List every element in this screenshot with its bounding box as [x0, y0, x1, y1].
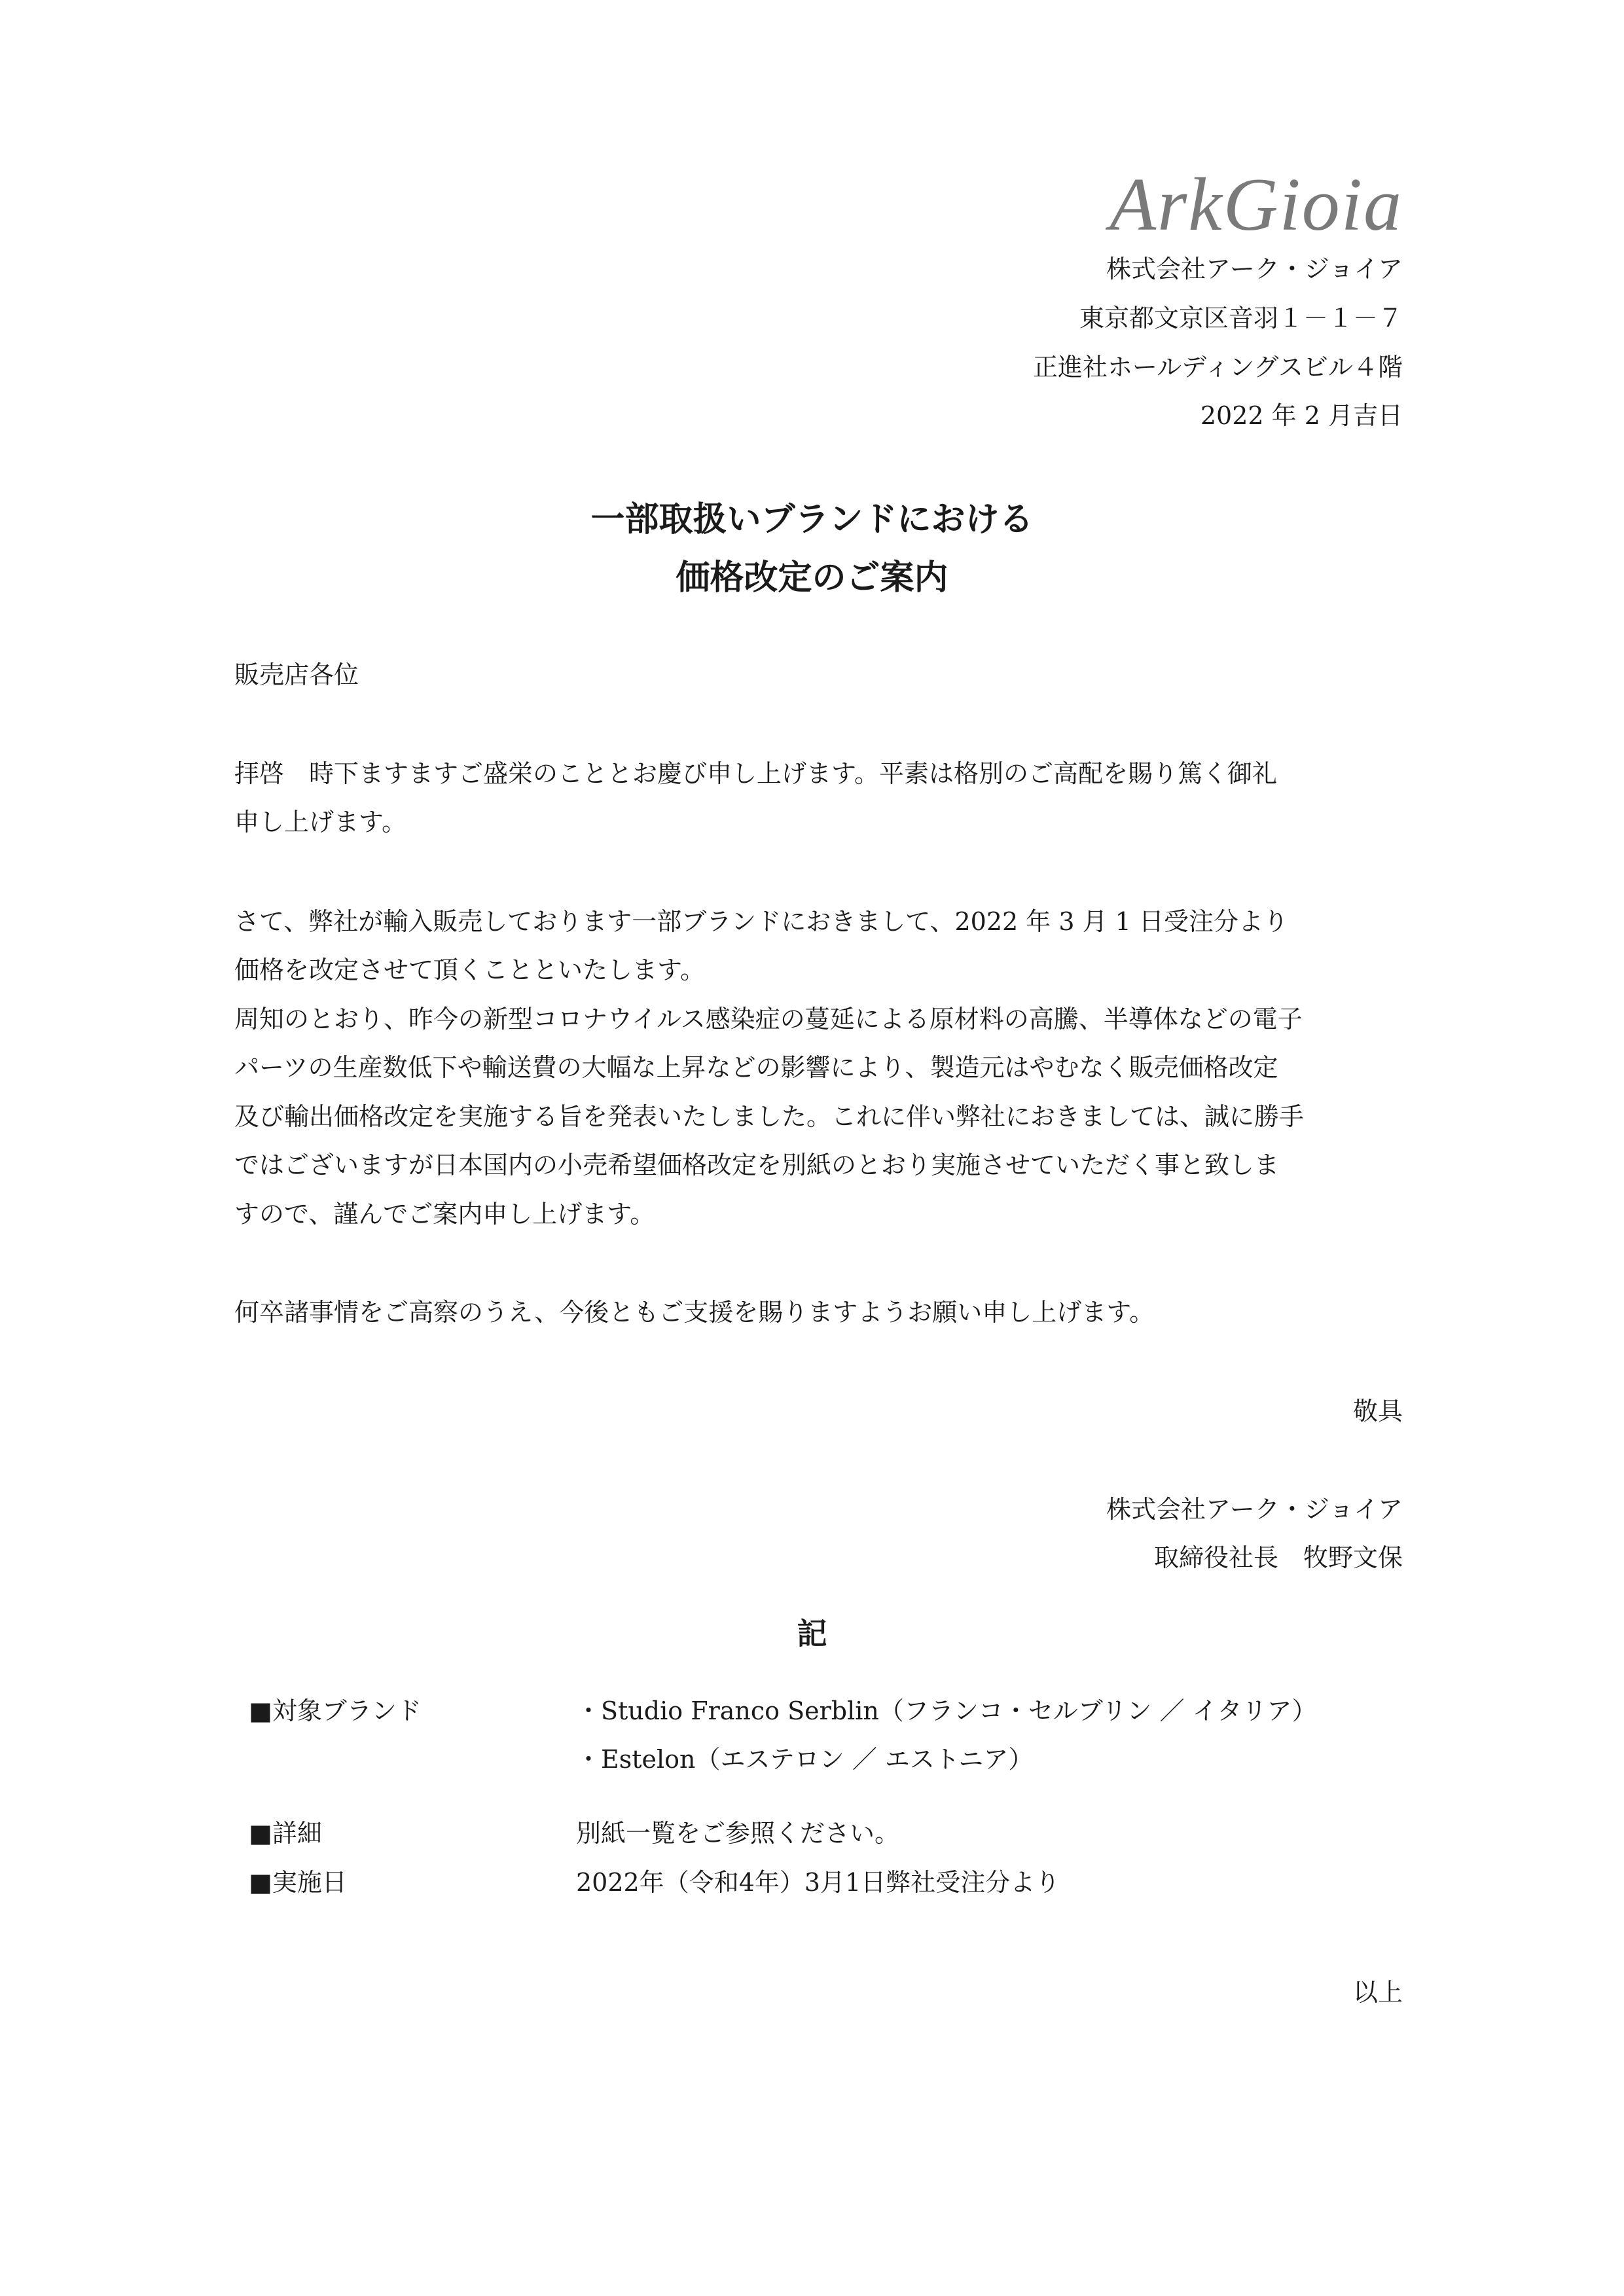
paragraph-2-line-7: すので、謹んでご案内申し上げます。	[234, 1200, 655, 1229]
paragraph-2-line-5: 及び輸出価格改定を実施する旨を発表いたしました。これに伴い弊社におきましては、誠に勝手	[234, 1102, 1305, 1131]
record-heading: 記	[797, 1616, 827, 1651]
header-address-line-2: 正進社ホールディングスビル４階	[1032, 353, 1403, 382]
detail-label: ■詳細	[249, 1819, 322, 1848]
brand-item-2: ・Estelon（エステロン ／ エストニア）	[576, 1745, 1034, 1774]
paragraph-1-line-1: 拝啓 時下ますますご盛栄のこととお慶び申し上げます。平素は格別のご高配を賜り篤く御礼	[234, 759, 1277, 788]
effective-date-label: ■実施日	[249, 1868, 347, 1897]
detail-value: 別紙一覧をご参照ください。	[576, 1819, 900, 1848]
signature-person: 取締役社長 牧野文保	[1153, 1543, 1403, 1572]
header-date: 2022 年 2 月吉日	[1200, 401, 1403, 430]
salutation: 販売店各位	[234, 660, 359, 689]
end-mark: 以上	[1352, 1978, 1403, 2007]
header-address-line-1: 東京都文京区音羽１－１－７	[1079, 304, 1403, 332]
paragraph-2-line-2: 価格を改定させて頂くことといたします。	[234, 956, 705, 984]
header-company-name: 株式会社アーク・ジョイア	[1106, 255, 1403, 283]
brand-item-1: ・Studio Franco Serblin（フランコ・セルブリン ／ イタリア）	[576, 1696, 1317, 1725]
paragraph-2-line-6: ではございますが日本国内の小売希望価格改定を別紙のとおり実施させていただく事と致しま	[234, 1151, 1280, 1179]
document-title-line-1: 一部取扱いブランドにおける	[590, 499, 1034, 539]
paragraph-2-line-3: 周知のとおり、昨今の新型コロナウイルス感染症の蔓延による原材料の高騰、半導体などの電子	[234, 1005, 1303, 1033]
effective-date-value: 2022年（令和4年）3月1日弊社受注分より	[576, 1868, 1060, 1897]
signature-company: 株式会社アーク・ジョイア	[1106, 1495, 1403, 1524]
paragraph-1-line-2: 申し上げます。	[234, 808, 406, 836]
document-title-line-2: 価格改定のご案内	[676, 558, 948, 598]
paragraph-3-line-1: 何卒諸事情をご高察のうえ、今後ともご支援を賜りますようお願い申し上げます。	[234, 1298, 1155, 1327]
paragraph-2-line-4: パーツの生産数低下や輸送費の大幅な上昇などの影響により、製造元はやむなく販売価格改定	[234, 1053, 1278, 1082]
brand-label: ■対象ブランド	[249, 1696, 422, 1725]
closing-word: 敬具	[1352, 1397, 1403, 1426]
paragraph-2-line-1: さて、弊社が輸入販売しております一部ブランドにおきまして、2022 年 3 月 1 日受注分より	[234, 907, 1288, 936]
company-logo: ArkGioia	[1110, 163, 1403, 247]
